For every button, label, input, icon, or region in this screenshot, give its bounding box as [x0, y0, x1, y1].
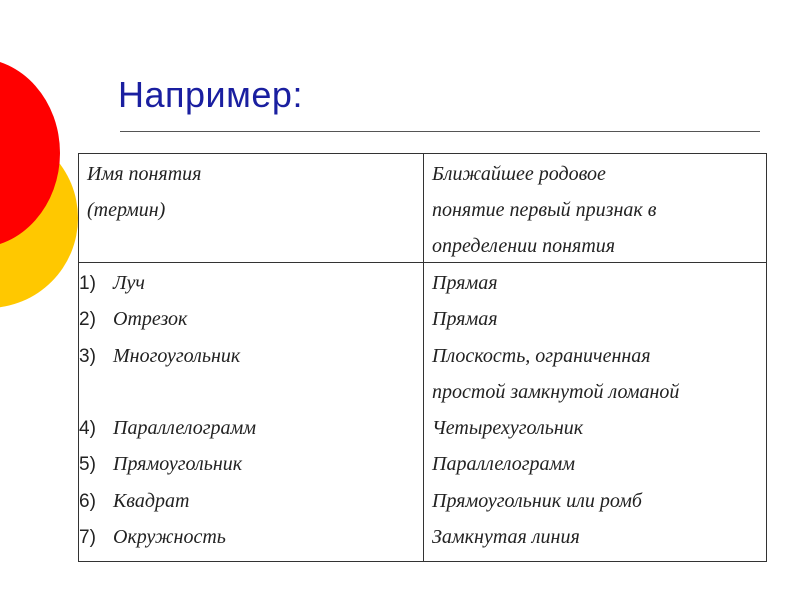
list-item	[79, 483, 423, 519]
header-genus-line: определении понятия	[432, 235, 616, 257]
slide-title: Например:	[118, 74, 303, 115]
item-number: 7)	[79, 527, 96, 549]
table-body-row	[79, 263, 767, 562]
item-number: 5)	[79, 454, 96, 476]
decorative-circles	[0, 0, 80, 330]
header-genus-line: Ближайшее родовое	[432, 163, 606, 185]
item-number: 1)	[79, 273, 96, 294]
genus-label: Прямоугольник или ромб	[432, 489, 642, 512]
genus-label: Прямая	[432, 272, 498, 294]
list-item	[79, 265, 423, 301]
concepts-table	[78, 153, 767, 562]
term-label: Квадрат	[113, 489, 190, 512]
list-item	[79, 301, 423, 337]
term-label: Окружность	[113, 526, 226, 549]
list-item	[79, 338, 423, 374]
term-label: Параллелограмм	[113, 417, 257, 440]
genus-label: Параллелограмм	[432, 453, 576, 476]
list-item	[79, 519, 423, 555]
header-cell-term	[79, 154, 424, 263]
term-label: Многоугольник	[113, 344, 241, 367]
list-item	[79, 446, 423, 482]
item-number: 3)	[79, 345, 96, 367]
header-genus-line: понятие первый признак в	[432, 199, 657, 221]
term-label: Луч	[113, 272, 145, 294]
item-number: 4)	[79, 418, 96, 440]
genus-label-continued: простой замкнутой ломаной	[432, 380, 680, 403]
genus-cell	[424, 263, 767, 562]
spacer	[79, 374, 423, 410]
item-number: 2)	[79, 309, 96, 331]
term-label: Отрезок	[113, 308, 188, 331]
genus-label: Плоскость, ограниченная	[432, 344, 651, 367]
item-number: 6)	[79, 490, 96, 512]
header-cell-genus	[424, 154, 767, 263]
header-term-line: Имя понятия	[87, 163, 202, 185]
genus-label: Четырехугольник	[432, 417, 584, 440]
terms-cell	[79, 263, 424, 562]
term-label: Прямоугольник	[113, 453, 243, 476]
table-header-row	[79, 154, 767, 263]
list-item	[79, 410, 423, 446]
header-term-line: (термин)	[87, 199, 166, 221]
genus-label: Замкнутая линия	[432, 526, 580, 549]
title-underline	[120, 131, 760, 132]
genus-label: Прямая	[432, 308, 498, 331]
